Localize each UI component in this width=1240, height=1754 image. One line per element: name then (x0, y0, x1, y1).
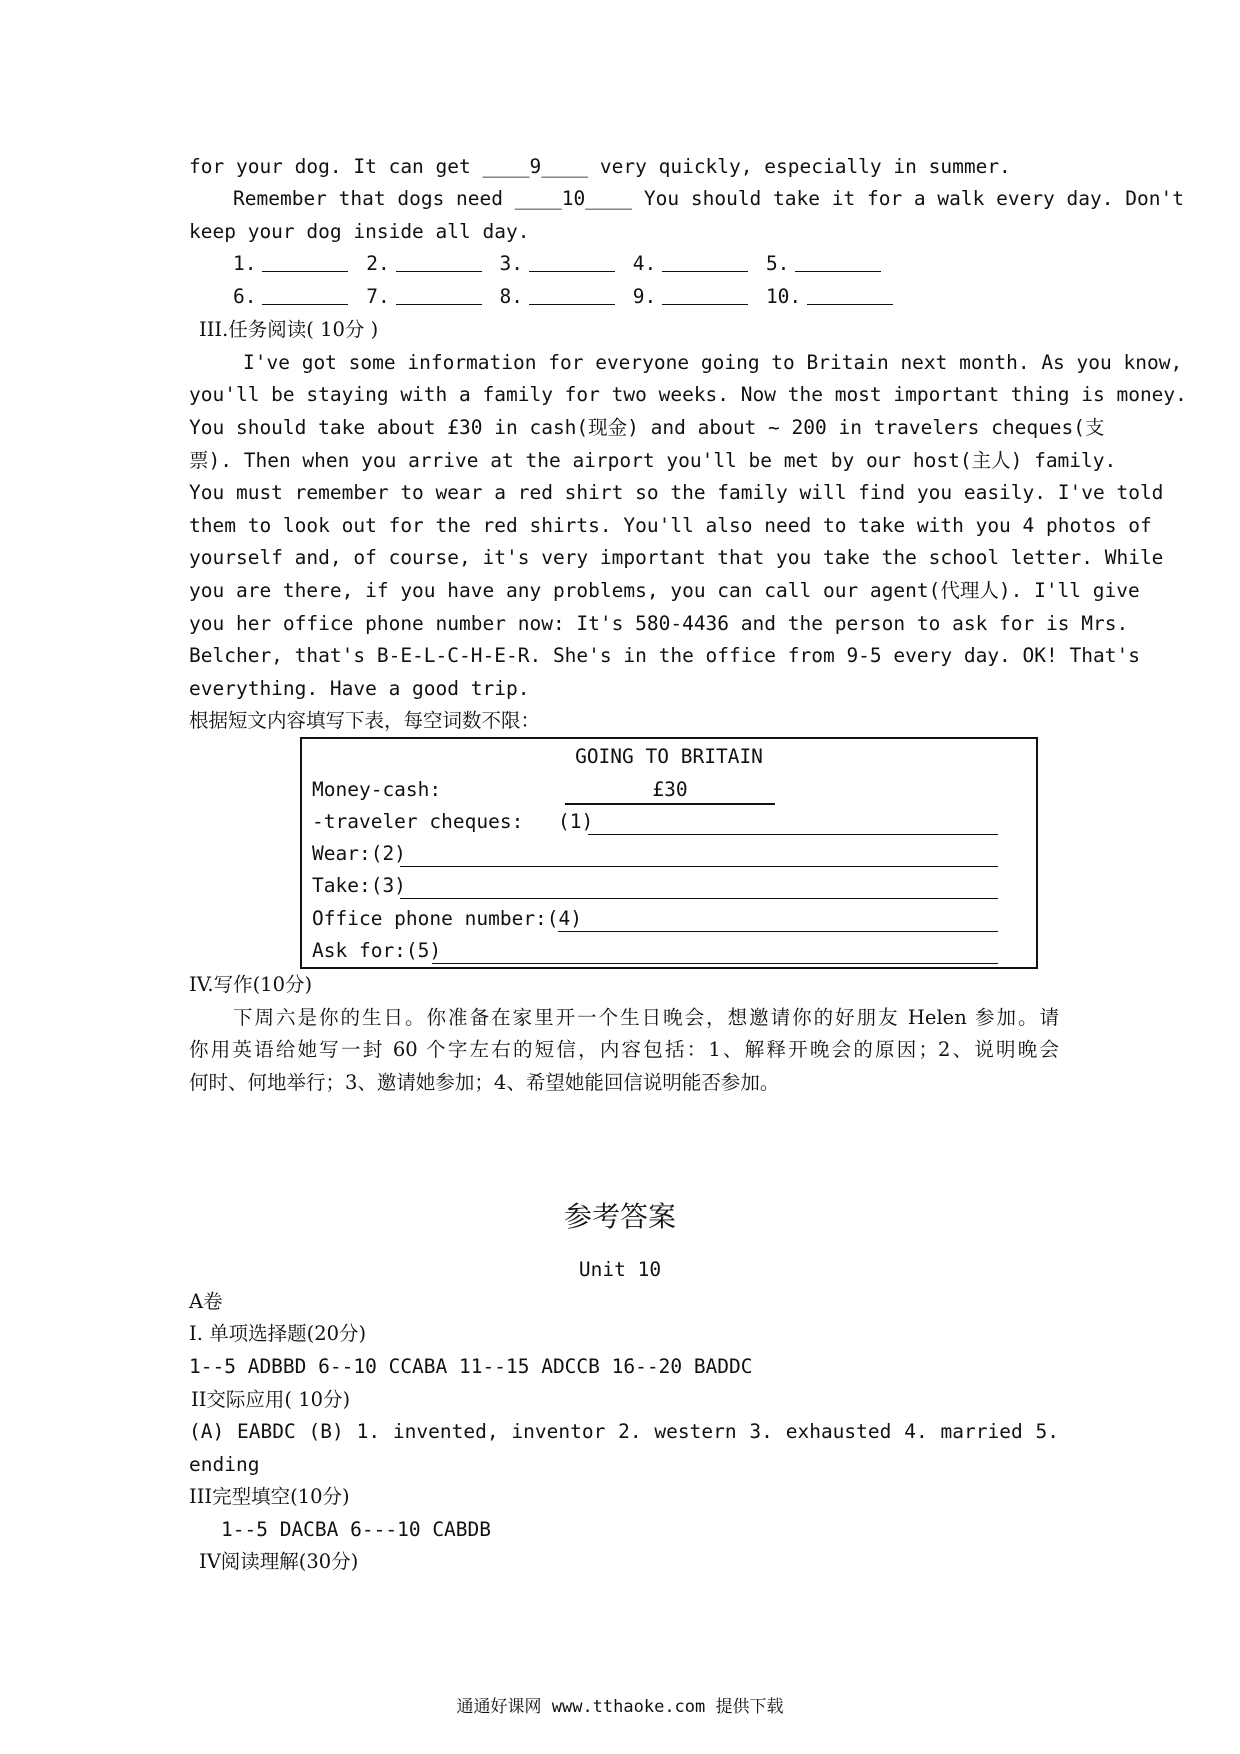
blank-line[interactable] (396, 284, 482, 305)
blank-line[interactable] (529, 284, 615, 305)
passage-line-2: Remember that dogs need ____10____ You should take it for a walk every day. Don't (233, 187, 1184, 210)
table-instruction: 根据短文内容填写下表，每空词数不限： (189, 709, 541, 732)
blank-line[interactable] (807, 284, 893, 305)
answers-s4-heading: IV阅读理解(30分) (199, 1550, 359, 1573)
reading-line-1: I've got some information for everyone going to Britain next month. As you know, (243, 351, 1183, 374)
answers-s1-heading: I. 单项选择题(20分) (189, 1322, 367, 1345)
blank-line[interactable] (662, 284, 748, 305)
wear-answer-line[interactable] (400, 865, 998, 867)
blank-label: 9. (632, 285, 657, 308)
blank-line[interactable] (795, 251, 881, 272)
table-title: GOING TO BRITAIN (575, 745, 763, 768)
blank-label: 7. (366, 285, 390, 308)
answers-s2-line-1: (A) EABDC (B) 1. invented, inventor 2. western 3. exhausted 4. married 5. (189, 1420, 1059, 1443)
money-cash-underline (565, 802, 775, 805)
blank-label: 3. (499, 252, 523, 275)
phone-answer-line[interactable] (558, 930, 998, 932)
answers-unit: Unit 10 (578, 1258, 662, 1281)
cheques-label: -traveler cheques: (312, 810, 524, 833)
passage-line-3: keep your dog inside all day. (189, 220, 530, 243)
reading-line-2: you'll be staying with a family for two weeks. Now the most important thing is money. (189, 383, 1187, 406)
take-label: Take:(3) (312, 874, 406, 897)
reading-line-11: everything. Have a good trip. (189, 677, 530, 700)
passage-line-1: for your dog. It can get ____9____ very quickly, especially in summer. (189, 155, 1011, 178)
ask-answer-line[interactable] (432, 962, 998, 964)
writing-line-1: 下周六是你的生日。你准备在家里开一个生日晚会，想邀请你的好朋友 Helen 参加。请 (233, 1006, 1059, 1029)
wear-label: Wear:(2) (312, 842, 406, 865)
reading-line-3: You should take about £30 in cash(现金) and about ~ 200 in travelers cheques(支 (189, 416, 1105, 439)
section-3-heading: III.任务阅读( 10分 ) (199, 318, 379, 341)
reading-line-4: 票). Then when you arrive at the airport you'll be met by our host(主人) family. (189, 449, 1117, 472)
blank-line[interactable] (529, 251, 615, 272)
blank-line[interactable] (396, 251, 482, 272)
phone-label: Office phone number:(4) (312, 907, 583, 930)
blank-label: 8. (499, 285, 523, 308)
reading-line-7: yourself and, of course, it's very important that you take the school letter. While (189, 546, 1164, 569)
answers-s3-heading: III完型填空(10分) (189, 1485, 350, 1508)
info-table (300, 737, 1038, 969)
cheques-answer-line[interactable] (588, 833, 998, 835)
blank-line[interactable] (262, 284, 348, 305)
reading-line-10: Belcher, that's B-E-L-C-H-E-R. She's in the office from 9-5 every day. OK! That's (189, 644, 1140, 667)
take-answer-line[interactable] (400, 897, 998, 899)
page-footer: 通通好课网 www.tthaoke.com 提供下载 (456, 1697, 784, 1717)
answer-blanks-row-2 (233, 281, 1059, 314)
reading-line-9: you her office phone number now: It's 580-4436 and the person to ask for is Mrs. (189, 612, 1129, 635)
money-cash-label: Money-cash: (312, 778, 442, 801)
answers-title: 参考答案 (563, 1200, 676, 1233)
blank-label: 1. (233, 252, 257, 275)
answers-s3: 1--5 DACBA 6---10 CABDB (221, 1518, 492, 1541)
blank-label: 6. (233, 285, 257, 308)
blank-line[interactable] (262, 251, 348, 272)
blank-label: 4. (632, 252, 657, 275)
answer-blanks-row-1 (233, 248, 1059, 281)
blank-line[interactable] (662, 251, 748, 272)
blank-label: 5. (765, 252, 790, 275)
writing-line-2: 你用英语给她写一封 60 个字左右的短信，内容包括：1、解释开晚会的原因；2、说明晚会 (189, 1038, 1059, 1061)
blank-label: 10. (765, 285, 802, 308)
reading-line-6: them to look out for the red shirts. You'll also need to take with you 4 photos of (189, 514, 1152, 537)
money-cash-value: £30 (652, 778, 688, 801)
answers-s2-line-2: ending (189, 1453, 260, 1476)
writing-line-3: 何时、何地举行；3、邀请她参加；4、希望她能回信说明能否参加。 (189, 1071, 780, 1094)
answers-volume: A卷 (189, 1290, 223, 1313)
reading-line-8: you are there, if you have any problems, you can call our agent(代理人). I'll give (189, 579, 1140, 602)
section-4-heading: IV.写作(10分) (189, 973, 313, 996)
ask-label: Ask for:(5) (312, 939, 442, 962)
answers-s2-heading: II交际应用( 10分) (191, 1388, 351, 1411)
blank-label: 2. (366, 252, 390, 275)
cheques-number: (1) (558, 810, 594, 833)
reading-line-5: You must remember to wear a red shirt so the family will find you easily. I've told (189, 481, 1164, 504)
answers-s1: 1--5 ADBBD 6--10 CCABA 11--15 ADCCB 16--20 BADDC (189, 1355, 753, 1378)
